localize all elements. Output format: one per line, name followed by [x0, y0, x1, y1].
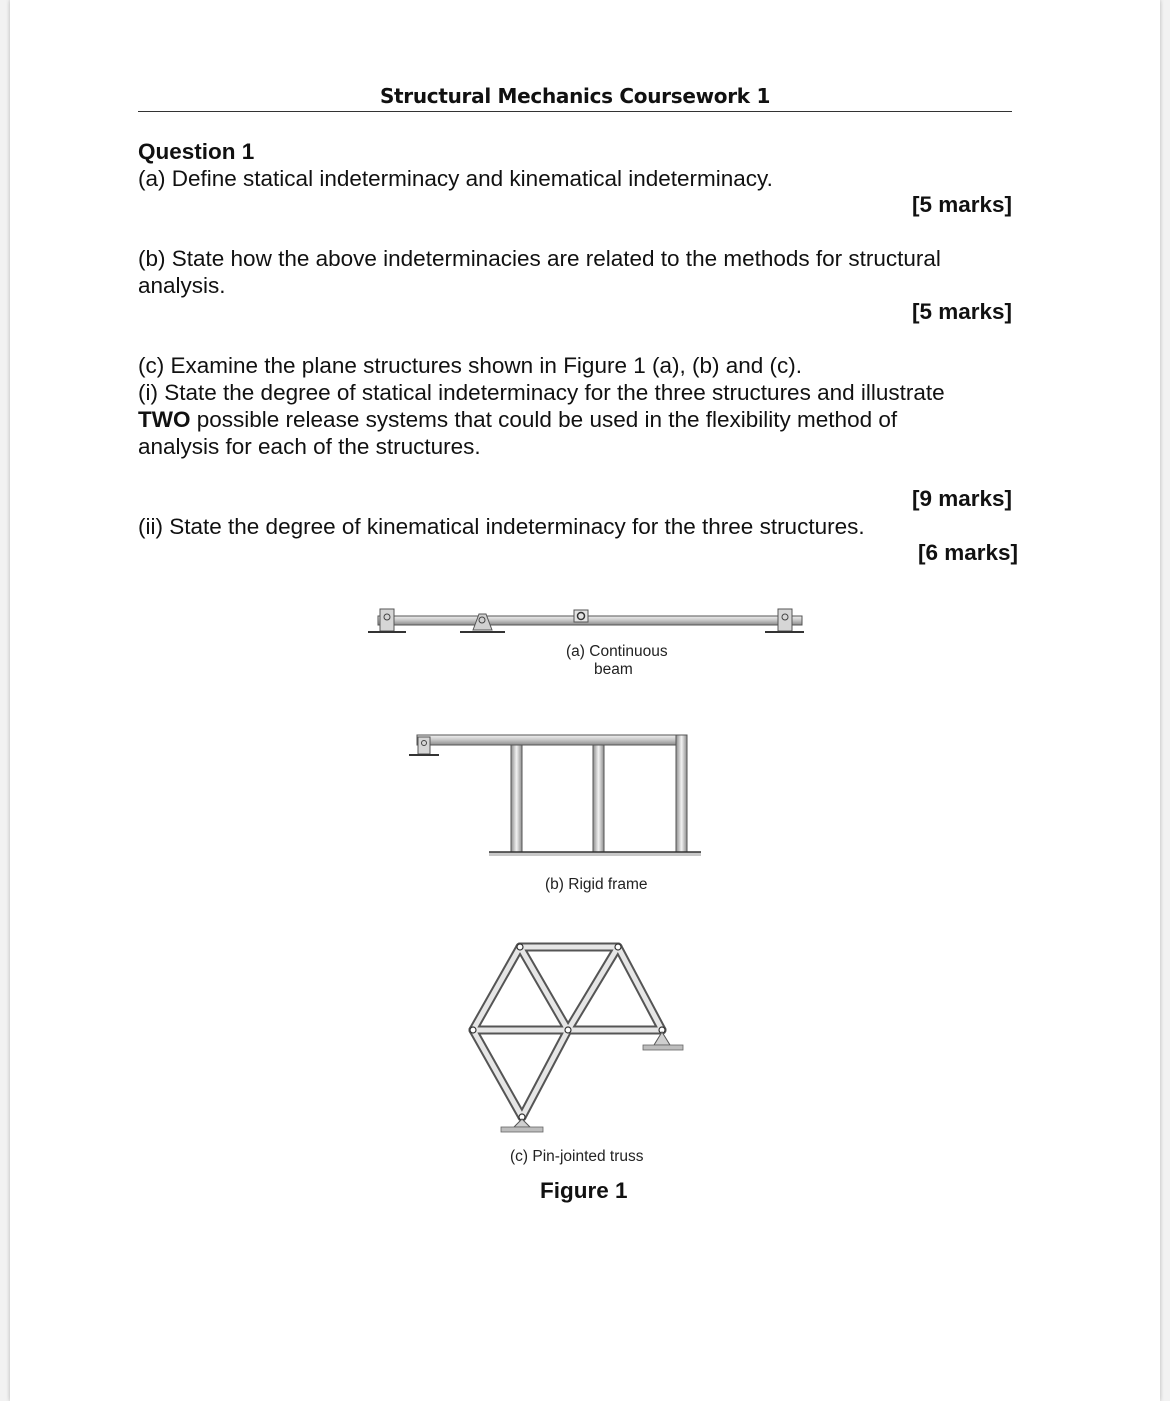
truss-joint — [615, 944, 621, 950]
truss-bottom-support — [501, 1119, 543, 1132]
caption-a-line1: (a) Continuous — [566, 643, 668, 660]
part-c-ii-marks: [6 marks] — [918, 540, 1019, 565]
beam-member — [378, 616, 802, 625]
part-c-i-line2 — [138, 406, 897, 433]
part-b-line1: (b) State how the above indeterminacies are related to the methods for structural — [138, 246, 941, 271]
internal-hinge — [574, 610, 588, 622]
frame-column-2 — [593, 745, 604, 852]
rigid-frame-figure — [405, 728, 705, 860]
part-c-i-line2-rest: possible release systems that could be used in the flexibility method of — [190, 407, 898, 432]
truss-joint — [517, 944, 523, 950]
frame-column-3 — [676, 735, 687, 852]
part-a-marks: [5 marks] — [912, 192, 1013, 217]
caption-b: (b) Rigid frame — [545, 876, 648, 893]
caption-c: (c) Pin-jointed truss — [510, 1148, 644, 1165]
question-title: Question 1 — [138, 139, 255, 164]
part-c-intro: (c) Examine the plane structures shown in Figure 1 (a), (b) and (c). — [138, 353, 803, 378]
emphasis-two: TWO — [138, 407, 191, 432]
part-c-i-marks: [9 marks] — [912, 486, 1013, 511]
truss-joint — [470, 1027, 476, 1033]
continuous-beam-figure — [360, 600, 810, 645]
part-b-line2: analysis. — [138, 273, 226, 298]
part-b-marks: [5 marks] — [912, 299, 1013, 324]
header-divider — [138, 111, 1012, 112]
part-c-ii-text: (ii) State the degree of kinematical indeterminacy for the three structures. — [138, 514, 865, 539]
part-c-i-line1: (i) State the degree of statical indeterminacy for the three structures and illustrate — [138, 380, 945, 405]
part-c-i-line3: analysis for each of the structures. — [138, 434, 481, 459]
caption-a-line2: beam — [594, 661, 633, 678]
frame-column-1 — [511, 745, 522, 852]
page-header: Structural Mechanics Coursework 1 — [379, 84, 771, 108]
truss-joint — [565, 1027, 571, 1033]
frame-beam — [417, 735, 687, 745]
figure-title: Figure 1 — [540, 1178, 628, 1203]
part-a-text: (a) Define statical indeterminacy and kinematical indeterminacy. — [138, 166, 773, 191]
truss-figure — [460, 935, 700, 1140]
truss-right-support — [643, 1032, 683, 1050]
